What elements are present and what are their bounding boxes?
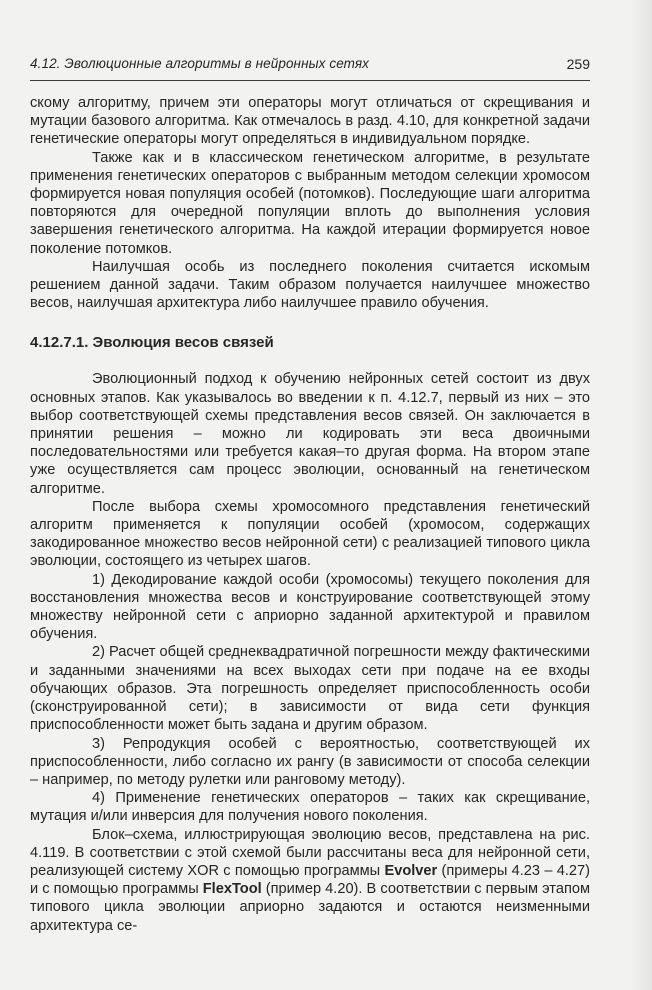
list-step-1: 1) Декодирование каждой особи (хромосомы) текущего поколения для восстановления множества весов и конструирование соответствующей этому множеству нейронной сети с априорно заданной архитектурой и правилом обучения. bbox=[30, 571, 590, 643]
header-divider bbox=[30, 80, 590, 81]
program-name-flextool: FlexTool bbox=[202, 881, 262, 898]
text-run: (примеры 4.23 – 4.27) и с помощью программы bbox=[30, 862, 590, 898]
section-heading: 4.12.7.1. Эволюция весов связей bbox=[30, 334, 274, 352]
text-run: (пример 4.20). В соответствии с первым этапом типового цикла эволюции априорно задаются и остаются неизменными архитектура се- bbox=[30, 881, 590, 934]
program-name-evolver: Evolver bbox=[384, 862, 438, 879]
paragraph: скому алгоритму, причем эти операторы могут отличаться от скрещивания и мутации базового алгоритма. Как отмечалось в разд. 4.10, для конкретной задачи генетические операторы могут определяться в индивидуальном порядке. bbox=[30, 95, 590, 148]
page-edge-shadow bbox=[630, 0, 652, 990]
paragraph: После выбора схемы хромосомного представления генетический алгоритм применяется к популяции особей (хромосом, содержащих закодированное множество весов нейронной сети) с реализацией типового цикла эволюции, состоящего из четырех шагов. bbox=[30, 498, 590, 570]
paragraph: Эволюционный подход к обучению нейронных сетей состоит из двух основных этапов. Как указывалось во введении к п. 4.12.7, первый из них – это выбор соответствующей схемы представления весов связей. Он заключается в принятии решения – можно ли кодировать эти веса двоичными последовательностями или требуется какая–то другая форма. На втором этапе уже осуществляется сам процесс эволюции, основанный на генетическом алгоритме. bbox=[30, 371, 590, 497]
list-step-4: 4) Применение генетических операторов – таких как скрещивание, мутация и/или инверсия для получения нового поколения. bbox=[30, 790, 590, 825]
paragraph-final bbox=[30, 826, 590, 935]
page-body bbox=[30, 94, 590, 935]
list-step-3: 3) Репродукция особей с вероятностью, соответствующей их приспособленности, либо согласно их рангу (в зависимости от способа селекции – например, по методу рулетки или ранговому методу). bbox=[30, 735, 590, 788]
header-title: 4.12. Эволюционные алгоритмы в нейронных сетях bbox=[30, 56, 370, 71]
page-number: 259 bbox=[566, 56, 590, 72]
list-step-2: 2) Расчет общей среднеквадратичной погрешности между фактическими и заданными значениями на всех выходах сети при подаче на ее входы обучающих образов. Эта погрешность определяет приспособленность особи (сконструированной сети); в зависимости от вида сети функция приспособленности может быть задана и другим образом. bbox=[30, 644, 590, 734]
text-run: Блок–схема, иллюстрирующая эволюцию весов, представлена на рис. 4.119. В соответствии с этой схемой были рассчитаны веса для нейронной сети, реализующей систему XOR с помощью программы bbox=[30, 826, 590, 879]
running-header bbox=[30, 56, 590, 78]
paragraph: Также как и в классическом генетическом алгоритме, в результате применения генетических операторов с выбранным методом селекции хромосом формируется новая популяция особей (потомков). Последующие шаги алгоритма повторяются для очередной популяции вплоть до выполнения условия завершения генетического алгоритма. На каждой итерации формируется новое поколение потомков. bbox=[30, 149, 590, 257]
paragraph: Наилучшая особь из последнего поколения считается искомым решением данной задачи. Таким образом получается наилучшее множество весов, наилучшая архитектура либо наилучшее правило обучения. bbox=[30, 258, 590, 312]
